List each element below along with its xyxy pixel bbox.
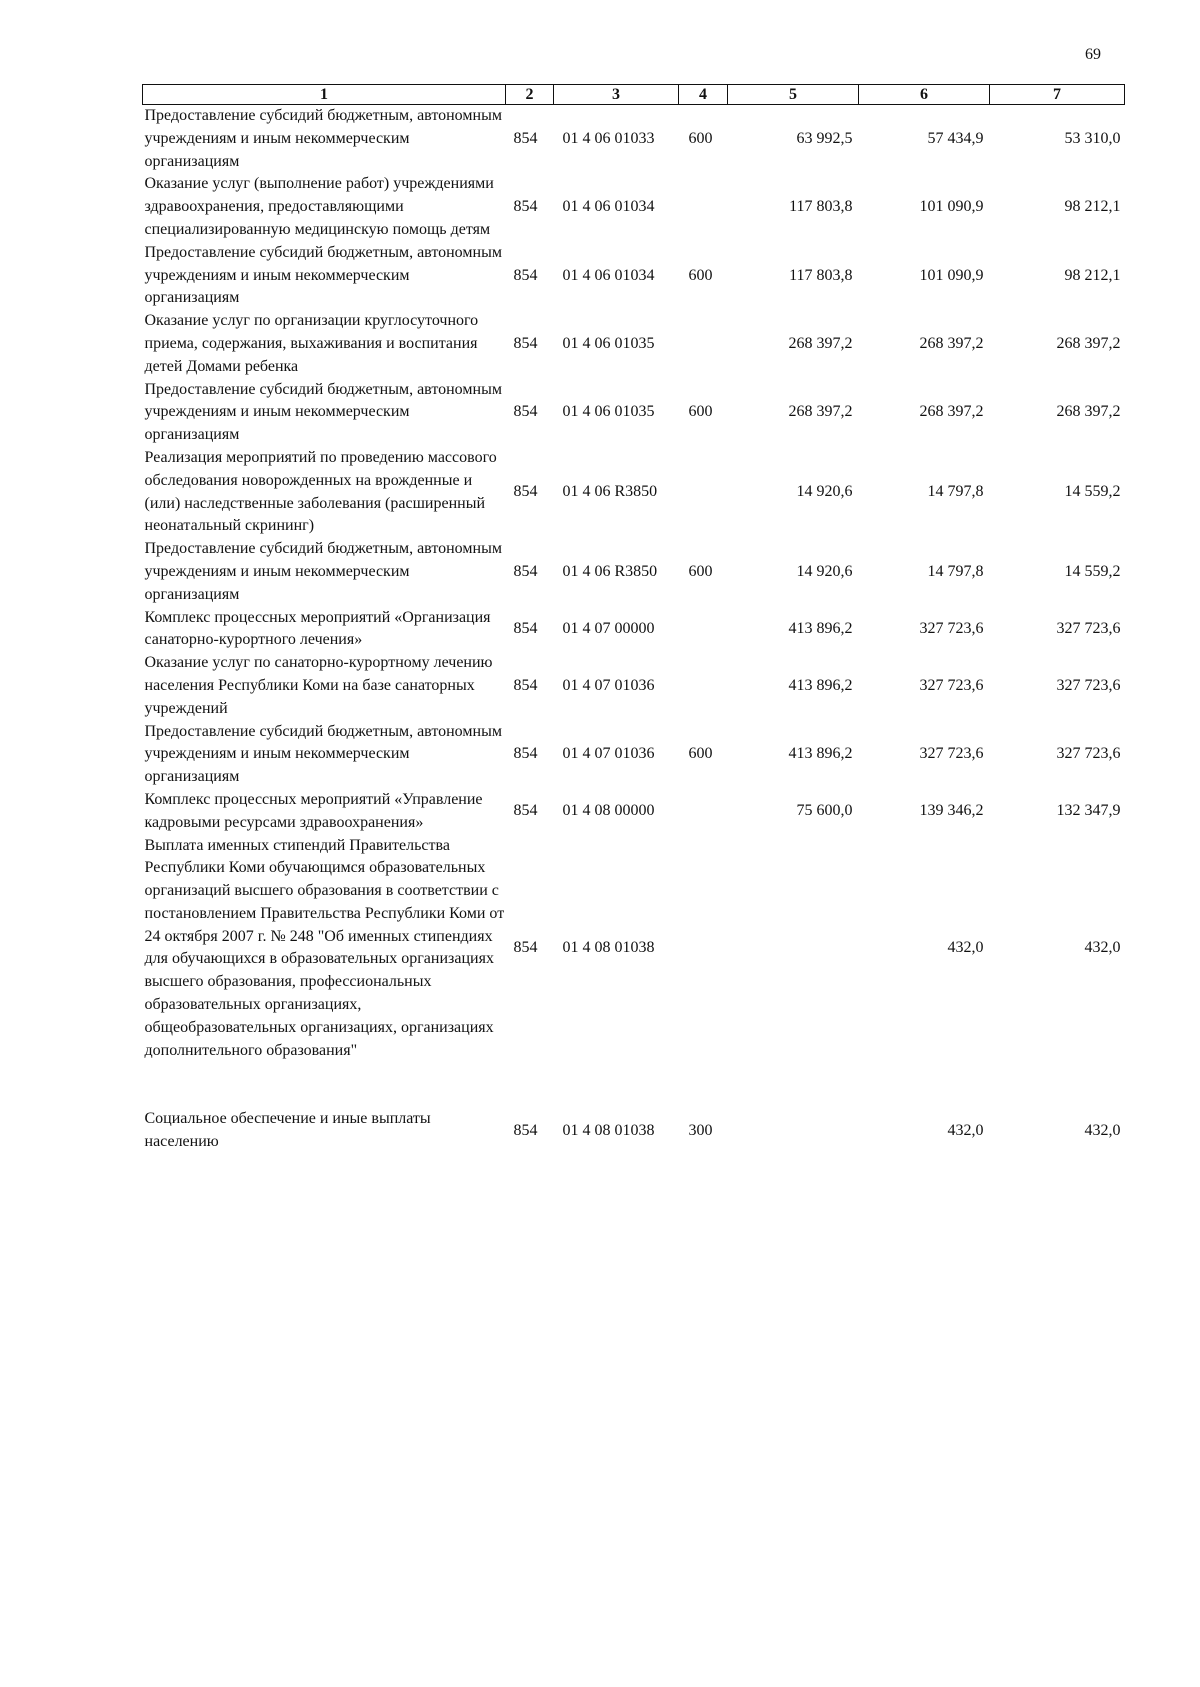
header-col-5: 5 — [728, 85, 859, 105]
row-expense-type — [679, 789, 728, 835]
row-ministry-code: 854 — [513, 403, 538, 421]
row-target-code: 01 4 08 01038 — [562, 1121, 655, 1139]
row-target-code: 01 4 06 01035 — [562, 403, 655, 421]
row-ministry-code: 854 — [513, 198, 538, 216]
row-value-7: 268 397,2 — [1056, 334, 1121, 352]
row-value-7: 132 347,9 — [1056, 802, 1121, 820]
table-header-row — [143, 85, 1125, 105]
row-value-7: 14 559,2 — [1064, 483, 1121, 501]
row-value-5: 413 896,2 — [788, 745, 853, 763]
row-value-5: 14 920,6 — [796, 483, 853, 501]
row-expense-type: 600 — [688, 266, 713, 284]
row-target-code: 01 4 06 R3850 — [562, 562, 658, 580]
row-value-6: 268 397,2 — [919, 403, 984, 421]
row-ministry-code: 854 — [513, 745, 538, 763]
row-value-5: 75 600,0 — [796, 802, 853, 820]
row-value-7: 53 310,0 — [1064, 129, 1121, 147]
table-row — [143, 105, 1125, 174]
row-description: Выплата именных стипендий Правительства Республики Коми обучающимся образовательных организаций высшего образования в соответствии с постановлением Правительства Республики Коми от 24 октября 2007 г. № 248 "Об именных стипендиях для обучающихся в образовательных организациях высшего образования, профессиональных образовательных организациях, общеобразовательных организациях, организациях дополнительного образования" — [144, 836, 505, 1059]
row-target-code: 01 4 06 R3850 — [562, 483, 658, 501]
row-expense-type — [679, 652, 728, 720]
row-value-6: 327 723,6 — [919, 676, 984, 694]
row-target-code: 01 4 07 01036 — [562, 676, 655, 694]
row-description: Комплекс процессных мероприятий «Управление кадровыми ресурсами здравоохранения» — [144, 790, 483, 831]
table-row — [143, 310, 1125, 378]
row-value-6: 432,0 — [947, 939, 984, 957]
row-value-7: 327 723,6 — [1056, 619, 1121, 637]
row-ministry-code: 854 — [513, 619, 538, 637]
row-ministry-code: 854 — [513, 266, 538, 284]
row-target-code: 01 4 06 01035 — [562, 334, 655, 352]
row-ministry-code: 854 — [513, 1121, 538, 1139]
row-value-5: 268 397,2 — [788, 334, 853, 352]
row-value-5: 413 896,2 — [788, 619, 853, 637]
table-row — [143, 379, 1125, 447]
row-value-7: 98 212,1 — [1064, 198, 1121, 216]
header-col-6: 6 — [859, 85, 990, 105]
row-value-5: 413 896,2 — [788, 676, 853, 694]
row-description: Предоставление субсидий бюджетным, автономным учреждениям и иным некоммерческим организациям — [144, 243, 502, 307]
row-expense-type: 600 — [688, 745, 713, 763]
row-value-7: 14 559,2 — [1064, 562, 1121, 580]
row-value-7: 327 723,6 — [1056, 745, 1121, 763]
table-row — [143, 652, 1125, 720]
row-value-6: 327 723,6 — [919, 619, 984, 637]
row-value-7: 432,0 — [1084, 939, 1121, 957]
table-spacer-row — [143, 1062, 1125, 1108]
row-expense-type: 600 — [688, 129, 713, 147]
row-value-6: 101 090,9 — [919, 198, 984, 216]
header-col-4: 4 — [679, 85, 728, 105]
row-description: Комплекс процессных мероприятий «Организация санаторно-курортного лечения» — [144, 608, 491, 649]
row-ministry-code: 854 — [513, 676, 538, 694]
row-value-7: 432,0 — [1084, 1121, 1121, 1139]
row-value-5 — [728, 835, 859, 1063]
row-value-6: 101 090,9 — [919, 266, 984, 284]
row-value-7: 98 212,1 — [1064, 266, 1121, 284]
page-number: 69 — [1085, 46, 1101, 63]
row-ministry-code: 854 — [513, 939, 538, 957]
row-value-5: 14 920,6 — [796, 562, 853, 580]
table-row — [143, 789, 1125, 835]
row-value-5: 117 803,8 — [789, 266, 853, 284]
row-ministry-code: 854 — [513, 129, 538, 147]
row-value-5: 268 397,2 — [788, 403, 853, 421]
header-col-1: 1 — [143, 85, 506, 105]
table-row — [143, 538, 1125, 606]
row-ministry-code: 854 — [513, 562, 538, 580]
row-description: Реализация мероприятий по проведению массового обследования новорожденных на врожденные и (или) наследственные заболевания (расширенный неонатальный скрининг) — [144, 448, 497, 535]
header-col-2: 2 — [506, 85, 554, 105]
row-target-code: 01 4 08 01038 — [562, 939, 655, 957]
row-description: Предоставление субсидий бюджетным, автономным учреждениям и иным некоммерческим организациям — [144, 540, 502, 603]
row-description: Предоставление субсидий бюджетным, автономным учреждениям и иным некоммерческим организациям — [144, 380, 502, 444]
row-expense-type: 600 — [688, 562, 713, 580]
spacer-cell — [143, 1062, 1125, 1108]
row-expense-type — [679, 173, 728, 241]
row-value-6: 432,0 — [947, 1121, 984, 1139]
row-target-code: 01 4 06 01033 — [562, 129, 655, 147]
row-value-6: 57 434,9 — [927, 129, 984, 147]
row-value-7: 327 723,6 — [1056, 676, 1121, 694]
row-target-code: 01 4 07 01036 — [562, 745, 655, 763]
row-expense-type: 600 — [688, 403, 713, 421]
row-description: Оказание услуг (выполнение работ) учреждениями здравоохранения, предоставляющими специализированную медицинскую помощь детям — [144, 175, 494, 238]
table-row — [143, 835, 1125, 1063]
row-target-code: 01 4 06 01034 — [562, 266, 655, 284]
row-description: Оказание услуг по организации круглосуточного приема, содержания, выхаживания и воспитания детей Домами ребенка — [144, 312, 479, 375]
header-col-7: 7 — [990, 85, 1125, 105]
row-expense-type — [679, 835, 728, 1063]
table-row — [143, 721, 1125, 789]
row-description: Предоставление субсидий бюджетным, автономным учреждениям и иным некоммерческим организациям — [144, 107, 502, 170]
row-ministry-code: 854 — [513, 802, 538, 820]
row-value-6: 139 346,2 — [919, 802, 984, 820]
row-target-code: 01 4 08 00000 — [562, 802, 655, 820]
table-row — [143, 242, 1125, 310]
row-value-5: 117 803,8 — [789, 198, 853, 216]
table-row — [143, 173, 1125, 241]
table-row — [143, 447, 1125, 538]
row-description: Предоставление субсидий бюджетным, автономным учреждениям и иным некоммерческим организациям — [144, 722, 502, 786]
row-value-6: 14 797,8 — [927, 562, 984, 580]
row-expense-type — [679, 310, 728, 378]
row-ministry-code: 854 — [513, 483, 538, 501]
row-value-7: 268 397,2 — [1056, 403, 1121, 421]
row-value-6: 327 723,6 — [919, 745, 984, 763]
row-expense-type: 300 — [688, 1121, 713, 1139]
row-expense-type — [679, 607, 728, 653]
row-ministry-code: 854 — [513, 334, 538, 352]
row-value-6: 268 397,2 — [919, 334, 984, 352]
row-value-5 — [728, 1108, 859, 1154]
header-col-3: 3 — [554, 85, 679, 105]
row-value-5: 63 992,5 — [796, 129, 853, 147]
table-row — [143, 1108, 1125, 1154]
row-target-code: 01 4 06 01034 — [562, 198, 655, 216]
row-expense-type — [679, 447, 728, 538]
row-target-code: 01 4 07 00000 — [562, 619, 655, 637]
table-row — [143, 607, 1125, 653]
row-value-6: 14 797,8 — [927, 483, 984, 501]
row-description: Социальное обеспечение и иные выплаты населению — [144, 1110, 431, 1151]
row-description: Оказание услуг по санаторно-курортному лечению населения Республики Коми на базе санаторных учреждений — [144, 654, 493, 717]
budget-table — [142, 84, 1125, 1154]
